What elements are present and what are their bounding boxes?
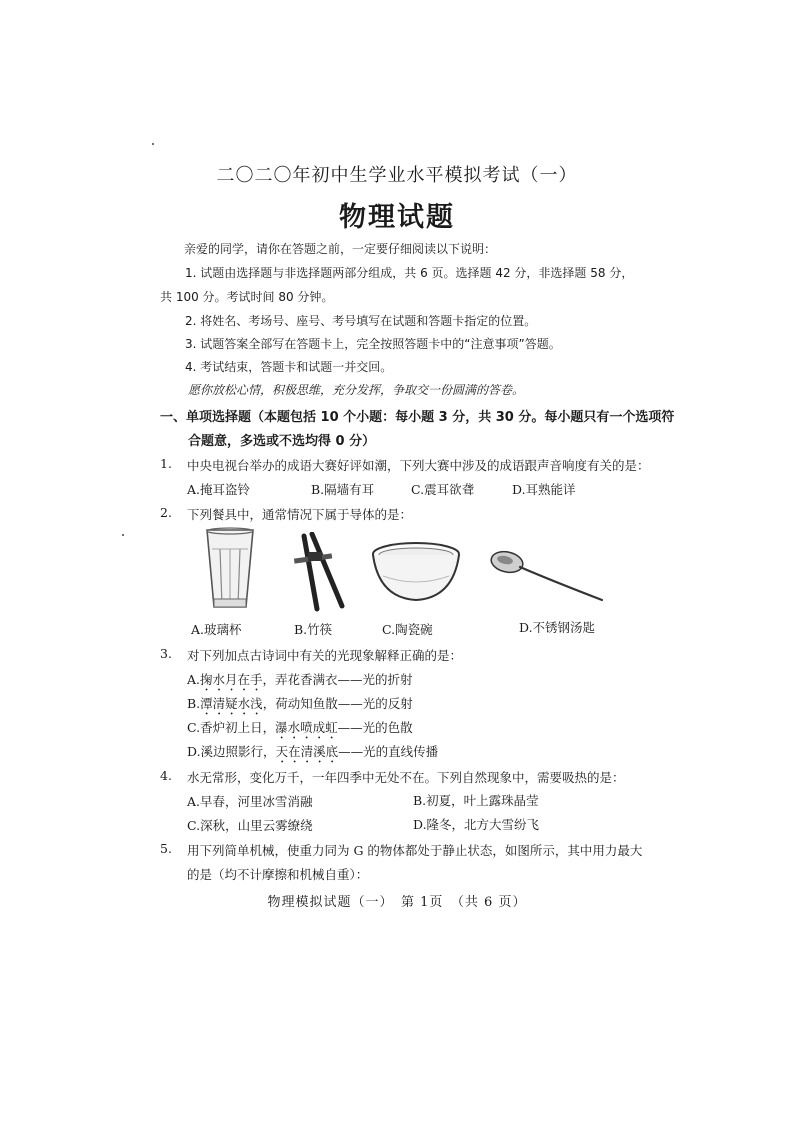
- scan-speck: [152, 143, 154, 145]
- question-number: 4.: [160, 768, 172, 783]
- instructions-closing: 愿你放松心情，积极思维，充分发挥，争取交一份圆满的答卷。: [188, 383, 525, 397]
- q1-option-d: D.耳熟能详: [512, 482, 576, 497]
- q3-option-c: [187, 718, 413, 742]
- instruction-item-4: 4. 考试结束，答题卡和试题一并交回。: [185, 360, 393, 374]
- question-number: 3.: [160, 646, 172, 661]
- option-explanation: ——光的色散: [337, 720, 413, 735]
- q2-option-d: D.不锈钢汤匙: [519, 620, 596, 635]
- instruction-item-3: 3. 试题答案全部写在答题卡上，完全按照答题卡中的“注意事项”答题。: [185, 337, 561, 351]
- q3-option-b: [187, 694, 413, 718]
- dotted-phrase: 掬水月在手: [200, 672, 263, 687]
- q2-option-b: B.竹筷: [294, 622, 333, 637]
- instruction-item-2: 2. 将姓名、考场号、座号、考号填写在试题和答题卡指定的位置。: [185, 314, 537, 328]
- glass-cup-image: [203, 527, 257, 611]
- ceramic-bowl-image: [369, 540, 463, 606]
- q3-option-d: [187, 742, 438, 766]
- q4-option-b: B.初夏，叶上露珠晶莹: [413, 793, 539, 808]
- instruction-item-1: 1. 试题由选择题与非选择题两部分组成，共 6 页。选择题 42 分，非选择题 58 分，: [185, 266, 634, 280]
- option-explanation: ，弄花香满衣——光的折射: [262, 672, 413, 687]
- option-explanation: ，荷动知鱼散——光的反射: [262, 696, 413, 711]
- q4-option-c: C.深秋，山里云雾缭绕: [187, 818, 313, 833]
- chopsticks-image: [290, 532, 360, 612]
- question-number: 1.: [160, 456, 172, 471]
- option-explanation: ——光的直线传播: [338, 744, 439, 759]
- exam-subtitle: 二〇二〇年初中生学业水平模拟考试（一）: [216, 165, 578, 186]
- option-prefix: B.: [187, 696, 201, 711]
- dotted-phrase: 潭清疑水浅: [200, 696, 263, 711]
- question-number: 2.: [160, 505, 172, 520]
- q1-option-a: A.掩耳盗铃: [187, 482, 251, 497]
- question-4-text: 水无常形，变化万千，一年四季中无处不在。下列自然现象中，需要吸热的是：: [187, 770, 625, 785]
- instruction-item-1-cont: 共 100 分。考试时间 80 分钟。: [160, 290, 334, 304]
- dotted-phrase: 瀑水喷成虹: [275, 720, 338, 735]
- question-number: 5.: [160, 841, 172, 856]
- scan-speck: [122, 534, 124, 536]
- q3-option-a: [187, 670, 413, 694]
- steel-spoon-image: [488, 546, 606, 604]
- q1-option-c: C.震耳欲聋: [411, 482, 475, 497]
- option-prefix: A.: [187, 672, 201, 687]
- q2-option-c: C.陶瓷碗: [382, 622, 433, 637]
- option-prefix: D.溪边照影行，: [187, 744, 276, 759]
- page-footer: 物理模拟试题（一） 第 1页 （共 6 页）: [267, 895, 527, 910]
- q2-option-a: A.玻璃杯: [191, 622, 242, 637]
- exam-title: 物理试题: [339, 202, 455, 233]
- q4-option-a: A.早春，河里冰雪消融: [187, 794, 313, 809]
- option-prefix: C.香炉初上日，: [187, 720, 276, 735]
- question-3-text: 对下列加点古诗词中有关的光现象解释正确的是：: [187, 648, 463, 663]
- q1-option-b: B.隔墙有耳: [311, 482, 375, 497]
- section-heading: 一、单项选择题（本题包括 10 个小题：每小题 3 分，共 30 分。每小题只有一个选项符: [160, 410, 675, 425]
- question-5-text: 用下列简单机械，使重力同为 G 的物体都处于静止状态，如图所示，其中用力最大: [187, 843, 643, 858]
- dotted-phrase: 天在清溪底: [275, 744, 339, 759]
- section-heading-cont: 合题意，多选或不选均得 0 分）: [188, 434, 376, 449]
- q4-option-d: D.隆冬，北方大雪纷飞: [413, 817, 540, 832]
- question-1-text: 中央电视台举办的成语大赛好评如潮，下列大赛中涉及的成语跟声音响度有关的是：: [187, 458, 650, 473]
- instructions-intro: 亲爱的同学，请你在答题之前，一定要仔细阅读以下说明：: [184, 242, 497, 256]
- question-2-text: 下列餐具中，通常情况下属于导体的是：: [187, 507, 413, 522]
- question-5-text-cont: 的是（均不计摩擦和机械自重）：: [187, 867, 369, 882]
